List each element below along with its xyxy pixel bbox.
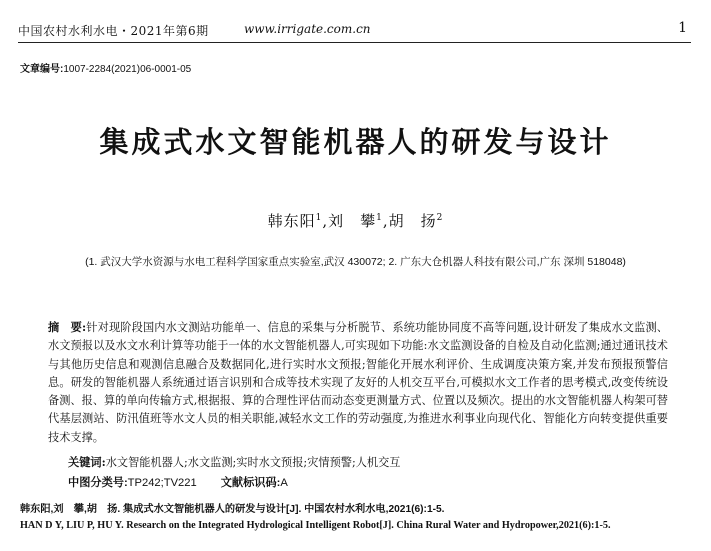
article-number-label: 文章编号: (20, 64, 64, 75)
abstract-label: 摘 要: (48, 320, 87, 334)
article-number-value: 1007-2284(2021)06-0001-05 (63, 64, 192, 75)
keywords-label: 关键词: (68, 455, 106, 469)
author-separator: , (322, 212, 329, 230)
page-number: 1 (678, 20, 687, 36)
author-name: 胡 扬 (388, 212, 437, 230)
page-header (18, 20, 691, 43)
author-name: 刘 攀 (328, 212, 377, 230)
doc-code-value: A (280, 477, 288, 489)
author-separator: , (382, 212, 389, 230)
citation-chinese: 韩东阳,刘 攀,胡 扬. 集成式水文智能机器人的研发与设计[J]. 中国农村水利水电,2021(6):1-5. (20, 504, 445, 515)
clc-label: 中图分类号: (68, 477, 128, 489)
keywords (68, 454, 668, 470)
keywords-text: 水文智能机器人;水文监测;实时水文预报;灾情预警;人机交互 (105, 456, 401, 469)
doc-code-label: 文献标识码: (220, 477, 281, 489)
journal-issue: 中国农村水利水电・2021年第6期 (18, 24, 209, 38)
classification (68, 474, 668, 490)
paper-title: 集成式水文智能机器人的研发与设计 (99, 125, 612, 159)
clc-value: TP242;TV221 (127, 477, 197, 489)
affiliation: (1. 武汉大学水资源与水电工程科学国家重点实验室,武汉 430072; 2. 广东大仓机器人科技有限公司,广东 深圳 518048) (85, 256, 626, 268)
journal-website[interactable]: www.irrigate.com.cn (244, 22, 371, 36)
author-list (0, 210, 711, 231)
abstract (48, 318, 668, 447)
author-affil-mark: 1 (376, 213, 383, 223)
citation-english: HAN D Y, LIU P, HU Y. Research on the Integrated Hydrological Intelligent Robot[J]. China Rural Water and Hydropower,2021(6):1-5. (20, 520, 611, 531)
author-affil-mark: 2 (436, 213, 444, 223)
author-name: 韩东阳 (267, 212, 316, 230)
article-number (20, 60, 191, 75)
author-affil-mark: 1 (315, 213, 323, 223)
abstract-text: 针对现阶段国内水文测站功能单一、信息的采集与分析脱节、系统功能协同度不高等问题,设计研发了集成水文监测、水文预报以及水文水利计算等功能于一体的水文智能机器人,可实现如下功能:水文监测设备的自检及自动化监测;通过通讯技术与其他历史信息和观测信息融合及数据同化,进行实时水文预报;智能化开展水利评价、生成调度决策方案,并发布预报预警信息。研发的智能机器人系统通过语言识别和合成等技术实现了友好的人机交互平台,可模拟水文工作者的思考模式,改变传统设备测、报、算的单向传输方式,根据报、算的合理性评估而动态变更测量方式、位置以及频次。提出的水文智能机器人构架可替代基层测站、防汛值班等水文人员的相关职能,减轻水文工作的劳动强度,为推进水利事业向现代化、智能化方向转变提供重要技术支撑。 (48, 321, 668, 444)
